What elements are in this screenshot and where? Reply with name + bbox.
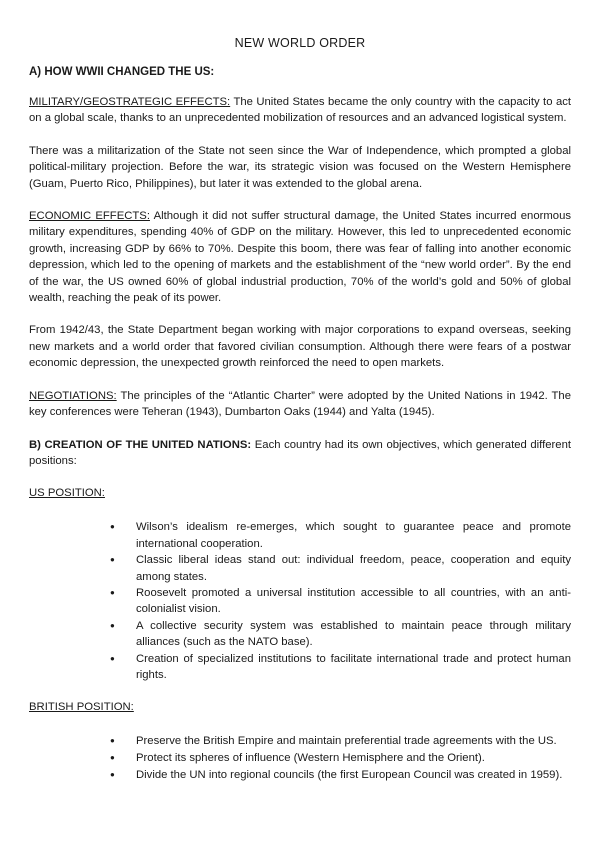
- military-text: The United States became the only country with the capacity to act on a global scale, thanks to an unprecedented mobilization of resources and an advanced logistical system.: [29, 96, 572, 125]
- section-b-heading: B) CREATION OF THE UNITED NATIONS:: [29, 438, 252, 451]
- militarization-paragraph: There was a militarization of the State not seen since the War of Independence, which prompted a global political-military projection. Before the war, its strategic vision was focused on the Western Hemisphere (Guam, Puerto Rico, Philippines), but later it was extended to the global arena.: [29, 144, 571, 190]
- list-item: ● Divide the UN into regional councils (the first European Council was created in 1959).: [110, 767, 571, 784]
- british-position-label: BRITISH POSITION:: [29, 701, 134, 714]
- list-item: ● Creation of specialized institutions to facilitate international trade and protect human rights.: [110, 651, 571, 684]
- economic-text: Although it did not suffer structural damage, the United States incurred enormous military expenditures, spending 40% of GDP on the military. However, this led to unprecedented economic growth, increasing GDP by 66% to 70%. Despite this boom, there was fear of falling into another economic depression, which led to the opening of markets and the establishment of the “new world order”. By the end of the war, the US owned 60% of global industrial production, 70% of the world’s gold and 50% of global wealth, reaching the peak of its power.: [29, 210, 572, 305]
- negotiations-label: NEGOTIATIONS:: [29, 389, 117, 402]
- list-item: ● Protect its spheres of influence (Western Hemisphere and the Orient).: [110, 750, 571, 767]
- section-b-paragraph: [29, 437, 571, 470]
- negotiations-paragraph: [29, 388, 571, 421]
- us-position-label: US POSITION:: [29, 487, 105, 500]
- economic-label: ECONOMIC EFFECTS:: [29, 210, 150, 223]
- section-b-text: Each country had its own objectives, which generated different positions:: [29, 438, 571, 467]
- military-paragraph: [29, 94, 571, 127]
- list-item: ● A collective security system was established to maintain peace through military alliances (such as the NATO base).: [110, 618, 571, 651]
- list-item: ● Preserve the British Empire and maintain preferential trade agreements with the US.: [110, 733, 571, 750]
- list-item: ● Roosevelt promoted a universal institution accessible to all countries, with an anti-colonialist vision.: [110, 585, 571, 618]
- negotiations-text: The principles of the “Atlantic Charter” were adopted by the United Nations in 1942. The key conferences were Teheran (1943), Dumbarton Oaks (1944) and Yalta (1945).: [29, 389, 571, 419]
- list-item: ● Classic liberal ideas stand out: individual freedom, peace, cooperation and equity among states.: [110, 552, 571, 585]
- section-a-heading: A) HOW WWII CHANGED THE US:: [29, 66, 215, 78]
- us-position-list: [29, 519, 571, 683]
- british-position-list: [29, 733, 571, 783]
- list-item: ● Wilson’s idealism re-emerges, which sought to guarantee peace and promote international cooperation.: [110, 519, 571, 552]
- state-department-paragraph: From 1942/43, the State Department began working with major corporations to expand overseas, seeking new markets and a world order that favored civilian consumption. Although there were fears of a postwar economic depression, the unexpected growth reinforced the need to open markets.: [29, 324, 571, 370]
- military-label: MILITARY/GEOSTRATEGIC EFFECTS:: [29, 96, 231, 108]
- page-title: NEW WORLD ORDER: [234, 36, 366, 50]
- economic-paragraph: [29, 208, 571, 306]
